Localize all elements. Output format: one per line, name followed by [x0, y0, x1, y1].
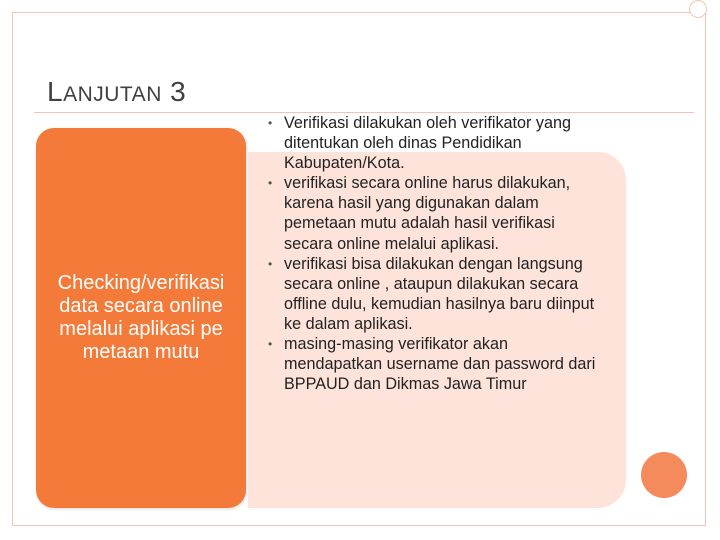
bullet-dot-icon: •	[268, 337, 273, 352]
bullet-item	[268, 113, 598, 173]
bullet-dot-icon: •	[268, 256, 273, 271]
title-number: 3	[170, 76, 187, 107]
corner-circle-decoration	[689, 0, 707, 18]
bullet-text: verifikasi bisa dilakukan dengan langsung secara online , ataupun dilakukan secara offline dulu, kemudian hasilnya baru diinput ke dalam aplikasi.	[284, 254, 595, 333]
slide-title	[47, 76, 186, 108]
title-rest: ANJUTAN	[63, 83, 162, 106]
bullet-dot-icon: •	[268, 176, 273, 191]
left-orange-card	[36, 128, 246, 508]
bullet-item	[268, 334, 598, 394]
bullet-item	[268, 173, 598, 253]
left-card-text: Checking/verifikasi data secara online melalui aplikasi pemetaan mutu	[57, 272, 225, 363]
bullet-dot-icon: •	[268, 116, 273, 130]
bullet-text: verifikasi secara online harus dilakukan, karena hasil yang digunakan dalam pemetaan mutu adalah hasil verifikasi secara online melalui aplikasi.	[284, 174, 571, 253]
bullet-text: Verifikasi dilakukan oleh verifikator yang ditentukan oleh dinas Pendidikan Kabupaten/Kota.	[284, 114, 572, 173]
bullet-item	[268, 254, 598, 334]
orange-circle-decoration	[641, 452, 687, 498]
bullet-list	[268, 113, 598, 394]
bullet-text: masing-masing verifikator akan mendapatkan username dan password dari BPPAUD dan Dikmas Jawa Timur	[284, 335, 596, 394]
title-initial: L	[47, 76, 64, 107]
